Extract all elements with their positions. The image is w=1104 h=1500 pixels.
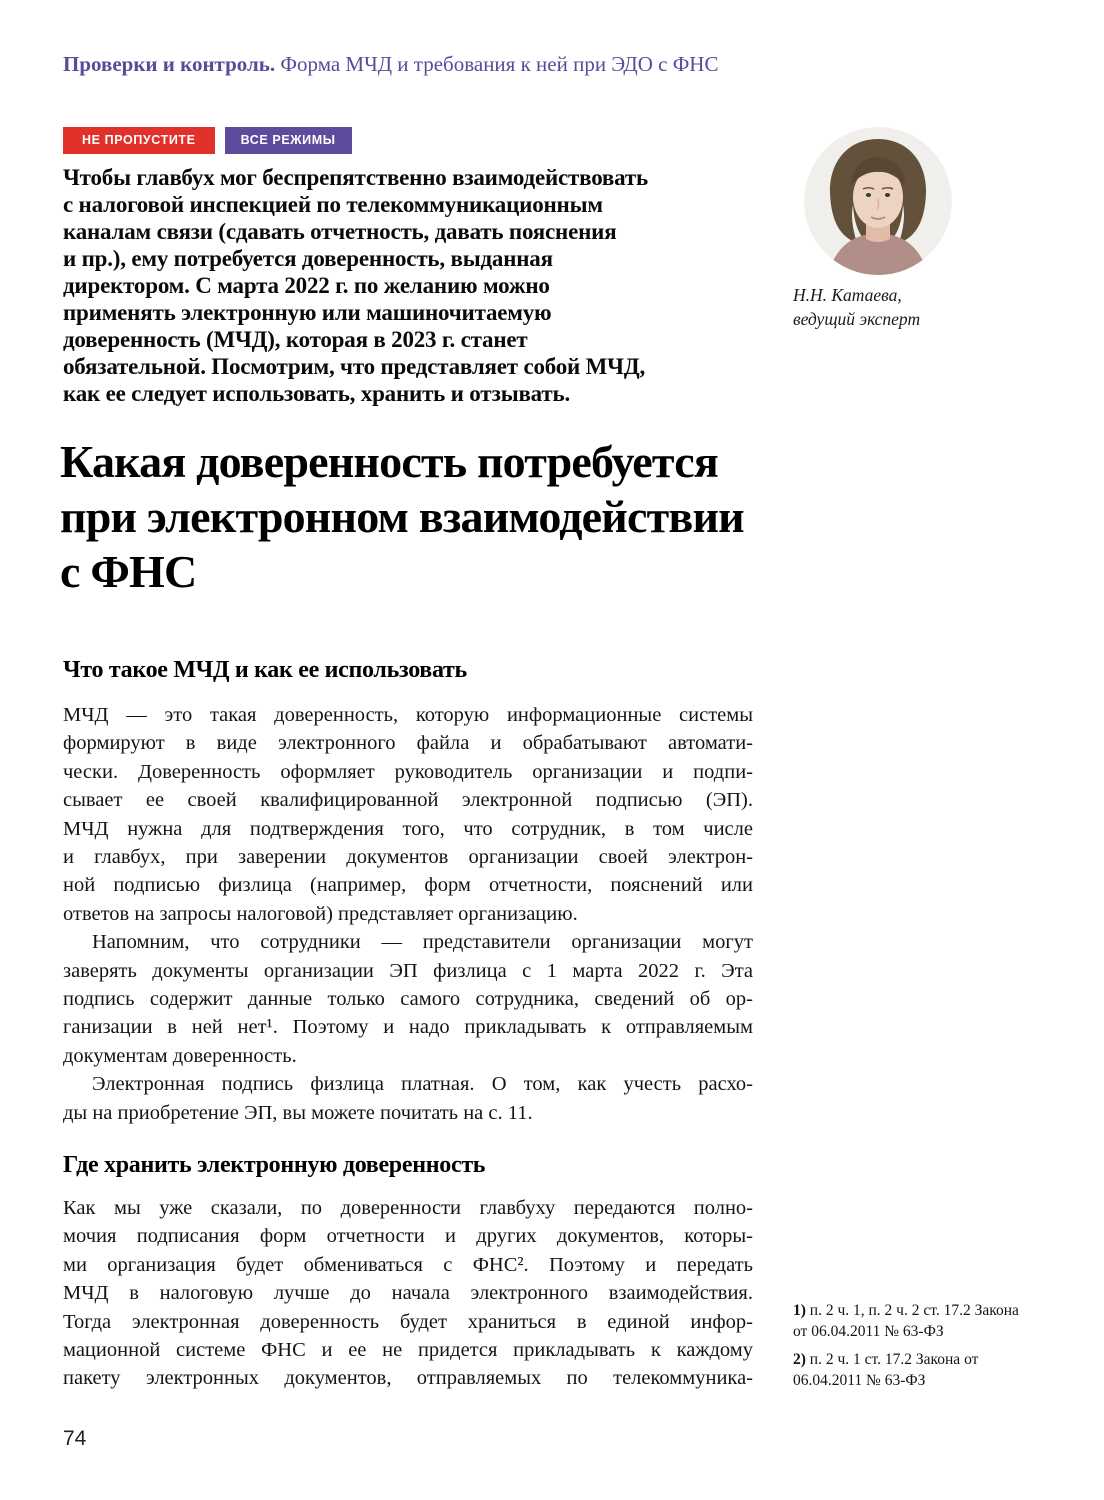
badge-row [63,127,352,154]
footnote-2-marker: 2) [793,1351,806,1368]
article-title: Какая доверенность потребуется при электронном взаимодействии с ФНС [60,436,744,597]
kicker-rubric [63,50,718,78]
footnote-1-marker: 1) [793,1302,806,1319]
paragraph: МЧД — это такая доверенность, которую информационные системы формируют в виде электронного файла и обрабатывают автомати- чески. Доверенность оформляет руководитель организации и подпи- сывает ее своей квалифицированной электронной подписью (ЭП). МЧД нужна для подтверждения того, что сотрудник, в том числе и главбух, при заверении документов организации своей электрон- ной подписью физлица (например, форм отчетности, пояснений или ответов на запросы налоговой) представляет организацию. [63,704,753,925]
author-name: Н.Н. Катаева, [793,285,902,305]
paragraph: Напомним, что сотрудники — представители организации могут заверять документы организации ЭП физлица с 1 марта 2022 г. Эта подпись содержит данные только самого сотрудника, сведений об ор- ганизации в ней нет¹. Поэтому и надо прикладывать к отправляемым документам доверенность. [63,931,753,1067]
badge-ne-propustite: НЕ ПРОПУСТИТЕ [63,127,215,154]
author-photo [804,127,952,275]
author-portrait-image [804,127,952,275]
section-body-2 [63,1194,753,1393]
footnote-2 [793,1349,1021,1391]
kicker-rubric-name: Проверки и контроль. [63,52,276,76]
footnote-1-text: п. 2 ч. 1, п. 2 ч. 2 ст. 17.2 Закона от 06.04.2011 № 63-ФЗ [793,1302,1019,1340]
badge-vse-rezhimy: ВСЕ РЕЖИМЫ [225,127,352,154]
section-body-1 [63,701,753,1127]
kicker-article-subject: Форма МЧД и требования к ней при ЭДО с ФНС [275,52,719,76]
section-heading-what-is-mchd: Что такое МЧД и как ее использовать [63,657,467,683]
footnote-2-text: п. 2 ч. 1 ст. 17.2 Закона от 06.04.2011 № 63-ФЗ [793,1351,979,1389]
footnote-1 [793,1300,1021,1342]
page-number: 74 [63,1427,87,1450]
author-caption [793,283,1023,331]
footnotes [793,1300,1021,1398]
paragraph: Электронная подпись физлица платная. О том, как учесть расхо- ды на приобретение ЭП, вы можете почитать на с. 11. [63,1073,753,1124]
section-heading-where-to-store: Где хранить электронную доверенность [63,1152,486,1178]
author-role: ведущий эксперт [793,309,921,329]
lead-paragraph: Чтобы главбух мог беспрепятственно взаимодействовать с налоговой инспекцией по телекоммуникационным каналам связи (сдавать отчетность, давать пояснения и пр.), ему потребуется доверенность, выданная директором. С марта 2022 г. по желанию можно применять электронную или машиночитаемую доверенность (МЧД), которая в 2023 г. станет обязательной. Посмотрим, что представляет собой МЧД, как ее следует использовать, хранить и отзывать. [63,165,648,406]
paragraph: Как мы уже сказали, по доверенности главбуху передаются полно- мочия подписания форм отчетности и других документов, которы- ми организация будет обмениваться с ФНС². Поэтому и передать МЧД в налоговую лучше до начала электронного взаимодействия. Тогда электронная доверенность будет храниться в единой инфор- мационной системе ФНС и ее не придется прикладывать к каждому пакету электронных документов, отправляемых по телекоммуника- [63,1197,753,1390]
